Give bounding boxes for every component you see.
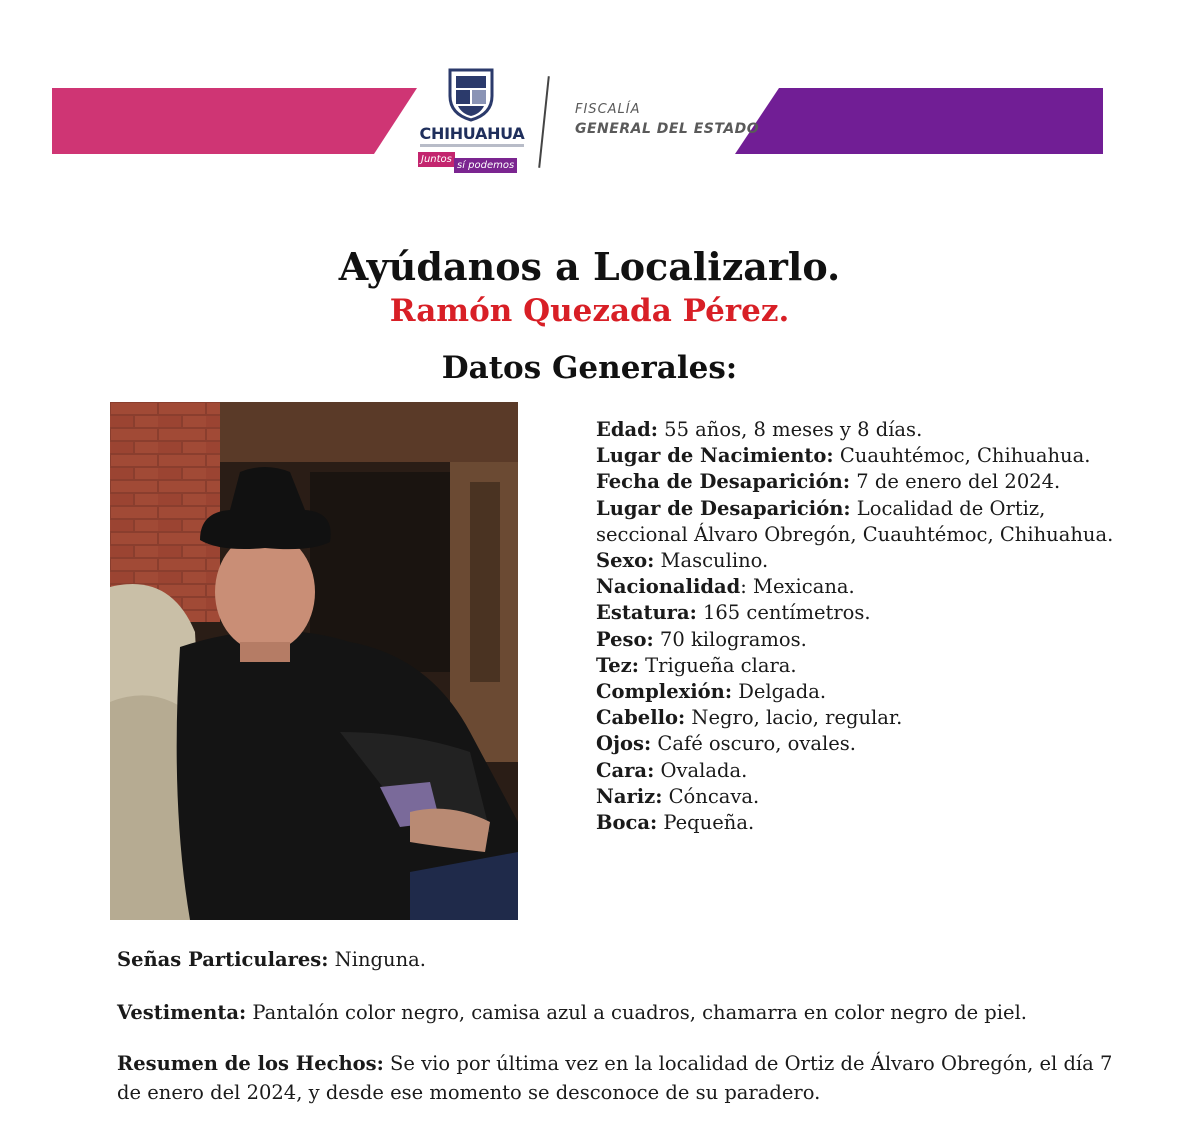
detail-value: 165 centímetros. — [696, 601, 871, 625]
detail-disappearance-date — [596, 469, 1116, 495]
vestimenta-value: Pantalón color negro, camisa azul a cuadros, chamarra en color negro de piel. — [246, 1001, 1028, 1024]
senas-value: Ninguna. — [328, 948, 426, 971]
detail-eyes — [596, 731, 1116, 757]
detail-label: Estatura: — [596, 601, 697, 625]
detail-nose — [596, 784, 1116, 810]
detail-label: Sexo: — [596, 549, 655, 573]
detail-label: Lugar de Nacimiento: — [596, 444, 834, 468]
detail-complexion-tone — [596, 653, 1116, 679]
detail-label: Boca: — [596, 811, 658, 835]
detail-label: Ojos: — [596, 732, 652, 756]
logo-subline — [420, 144, 524, 147]
clothing — [117, 998, 1117, 1027]
facts-summary — [117, 1049, 1117, 1107]
agency-line-1: FISCALÍA — [575, 102, 641, 117]
detail-value: : Mexicana. — [740, 575, 855, 599]
detail-label: Peso: — [596, 627, 654, 651]
detail-label: Edad: — [596, 418, 658, 441]
person-name: Ramón Quezada Pérez. — [389, 293, 790, 329]
vestimenta-label: Vestimenta: — [117, 1001, 247, 1024]
detail-height — [596, 600, 1116, 626]
detail-disappearance-place — [596, 496, 1116, 548]
detail-label: Cara: — [596, 758, 655, 782]
header-band-right — [735, 88, 1103, 154]
detail-sex — [596, 548, 1116, 574]
detail-label: Cabello: — [596, 706, 686, 730]
detail-value: Pequeña. — [657, 811, 755, 835]
chihuahua-logo — [410, 66, 540, 176]
detail-value: Cóncava. — [662, 784, 760, 808]
detail-hair — [596, 705, 1116, 731]
resumen-label: Resumen de los Hechos: — [117, 1052, 384, 1075]
detail-value: 55 años, 8 meses y 8 días. — [657, 418, 923, 441]
detail-label: Lugar de Desaparición: — [596, 496, 851, 520]
logo-slogan — [418, 152, 522, 172]
detail-birthplace — [596, 443, 1116, 469]
detail-value: Cuauhtémoc, Chihuahua. — [833, 444, 1091, 468]
person-photo — [110, 402, 518, 920]
detail-label: Nacionalidad — [596, 575, 741, 599]
resumen-value: Se vio por última vez en la localidad de Ortiz de Álvaro Obregón, el día 7 de enero del 2024, y desde ese momento se desconoce de su paradero. — [117, 1052, 1113, 1104]
detail-value: 7 de enero del 2024. — [850, 470, 1061, 494]
detail-label: Tez: — [596, 653, 639, 677]
header-band-left — [52, 88, 417, 154]
logo-name: CHIHUAHUA — [419, 124, 525, 143]
detail-weight — [596, 627, 1116, 653]
detail-value: 70 kilogramos. — [653, 627, 807, 651]
slogan-part-1: Juntos — [418, 152, 455, 167]
detail-mouth — [596, 810, 1116, 836]
section-title: Datos Generales: — [441, 350, 738, 386]
detail-value: Negro, lacio, regular. — [685, 706, 903, 730]
detail-value: Ovalada. — [654, 758, 748, 782]
distinguishing-marks — [117, 945, 1117, 974]
detail-age — [596, 417, 1116, 443]
detail-value: Masculino. — [654, 549, 769, 573]
detail-nationality — [596, 574, 1116, 600]
shield-icon — [446, 66, 496, 122]
detail-face — [596, 758, 1116, 784]
detail-label: Nariz: — [596, 784, 663, 808]
slogan-part-2: sí podemos — [454, 158, 517, 173]
agency-name — [575, 102, 759, 137]
detail-value: Delgada. — [732, 680, 827, 704]
detail-label: Fecha de Desaparición: — [596, 470, 851, 494]
senas-label: Señas Particulares: — [117, 948, 329, 971]
general-data — [596, 417, 1116, 836]
detail-value: Trigueña clara. — [638, 653, 797, 677]
detail-value: Localidad de Ortiz, seccional Álvaro Obregón, Cuauhtémoc, Chihuahua. — [596, 496, 1114, 546]
agency-line-2: GENERAL DEL ESTADO — [575, 121, 760, 137]
detail-value: Café oscuro, ovales. — [651, 732, 856, 756]
detail-label: Complexión: — [596, 680, 733, 704]
page-title: Ayúdanos a Localizarlo. — [338, 244, 841, 289]
detail-build — [596, 679, 1116, 705]
